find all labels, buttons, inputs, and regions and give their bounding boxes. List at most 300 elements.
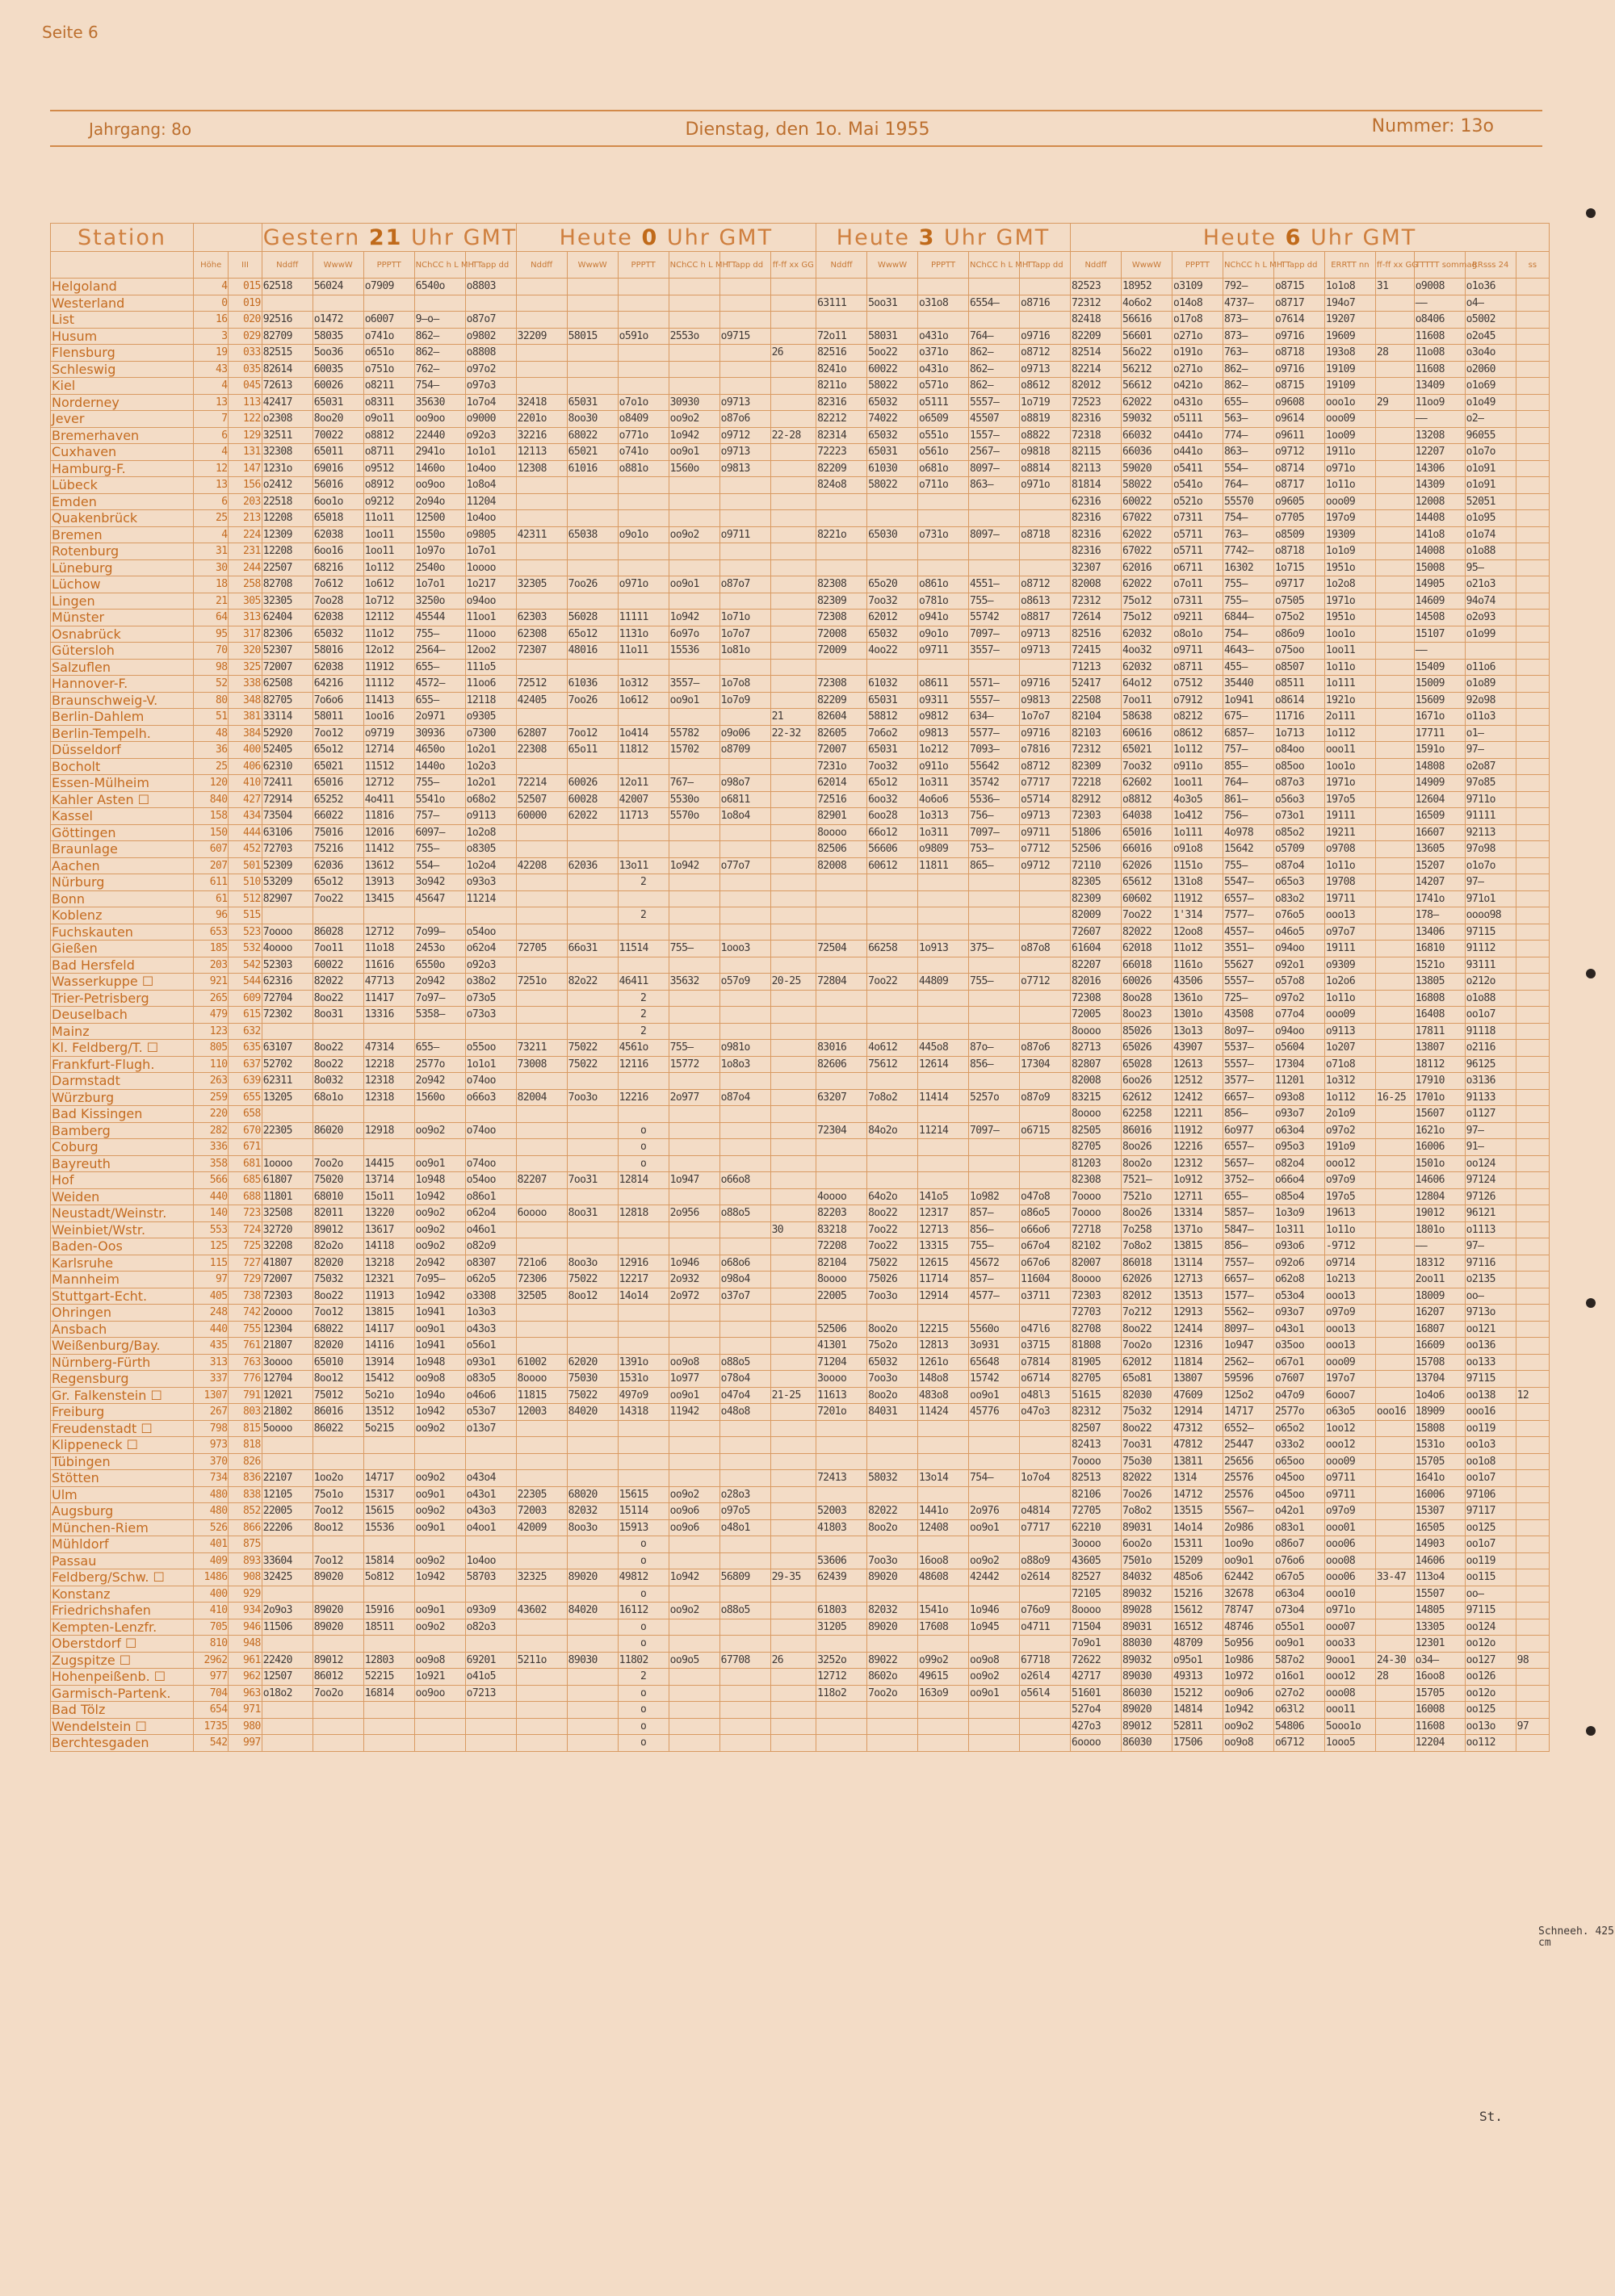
table-cell: 9—o— bbox=[414, 312, 465, 329]
station-name: Gr. Falkenstein ☐ bbox=[51, 1387, 194, 1404]
table-cell bbox=[1516, 758, 1549, 775]
table-cell: 3557— bbox=[669, 676, 719, 693]
table-cell bbox=[1516, 394, 1549, 411]
station-name: Freiburg bbox=[51, 1404, 194, 1421]
table-cell bbox=[719, 924, 770, 941]
table-cell: 1o111 bbox=[1324, 676, 1375, 693]
table-cell: 1o3o3 bbox=[465, 1305, 516, 1322]
table-cell: 3oooo bbox=[1071, 1536, 1122, 1553]
table-cell: oo9o6 bbox=[669, 1503, 719, 1520]
table-cell: 89020 bbox=[867, 1569, 918, 1586]
table-cell: 1o213 bbox=[1324, 1272, 1375, 1288]
table-cell: oo9o2 bbox=[414, 1619, 465, 1636]
table-cell: 26 bbox=[770, 1652, 816, 1669]
station-height: 282 bbox=[194, 1122, 229, 1139]
table-cell: 11616 bbox=[363, 957, 414, 974]
table-cell bbox=[770, 1486, 816, 1503]
table-cell bbox=[770, 1139, 816, 1156]
table-row bbox=[51, 941, 1550, 957]
table-cell: 22420 bbox=[262, 1652, 313, 1669]
table-cell bbox=[262, 1437, 313, 1454]
table-cell bbox=[1020, 1718, 1071, 1735]
table-cell: o8712 bbox=[1020, 345, 1071, 362]
table-cell bbox=[465, 295, 516, 312]
table-cell: 86030 bbox=[1121, 1685, 1172, 1702]
table-cell: 97— bbox=[1465, 742, 1516, 759]
station-height: 70 bbox=[194, 643, 229, 660]
table-cell: 62032 bbox=[1121, 659, 1172, 676]
table-cell: 41301 bbox=[816, 1338, 867, 1355]
table-cell: 1557— bbox=[969, 427, 1020, 444]
station-id: 203 bbox=[229, 493, 262, 510]
table-cell: 41803 bbox=[816, 1519, 867, 1536]
table-cell: 857— bbox=[969, 1205, 1020, 1222]
table-cell bbox=[1516, 1205, 1549, 1222]
table-cell: 12215 bbox=[918, 1321, 969, 1338]
table-cell: 3oooo bbox=[816, 1371, 867, 1388]
table-cell: 62508 bbox=[262, 676, 313, 693]
table-cell: 7oo31 bbox=[567, 1172, 618, 1189]
table-cell: 1o4o6 bbox=[1414, 1387, 1465, 1404]
table-cell: oo126 bbox=[1465, 1669, 1516, 1686]
subheader-cell: TTapp dd bbox=[1020, 252, 1071, 279]
table-cell bbox=[516, 1619, 567, 1636]
table-cell bbox=[567, 1702, 618, 1719]
table-cell: 1621o bbox=[1414, 1122, 1465, 1139]
table-cell bbox=[516, 361, 567, 378]
table-row bbox=[51, 1685, 1550, 1702]
table-cell: o1o89 bbox=[1465, 676, 1516, 693]
table-cell: o2308 bbox=[262, 411, 313, 428]
table-cell: 65010 bbox=[313, 1354, 363, 1371]
table-cell bbox=[1516, 1221, 1549, 1238]
table-cell: oo9o2 bbox=[414, 1470, 465, 1487]
table-cell bbox=[567, 1321, 618, 1338]
table-cell bbox=[262, 1106, 313, 1123]
table-cell bbox=[618, 1106, 669, 1123]
table-cell bbox=[669, 543, 719, 560]
table-cell: 14008 bbox=[1414, 543, 1465, 560]
table-cell: 68022 bbox=[567, 427, 618, 444]
table-cell bbox=[618, 1453, 669, 1470]
table-cell: 5557— bbox=[969, 692, 1020, 709]
table-cell bbox=[1516, 1155, 1549, 1172]
table-cell: 65030 bbox=[867, 526, 918, 543]
table-cell bbox=[719, 1155, 770, 1172]
table-cell bbox=[516, 1437, 567, 1454]
table-cell: 82011 bbox=[313, 1205, 363, 1222]
table-cell: 13315 bbox=[918, 1238, 969, 1255]
table-cell: ooo08 bbox=[1324, 1552, 1375, 1569]
table-cell: 22305 bbox=[262, 1122, 313, 1139]
table-cell: o8712 bbox=[1020, 576, 1071, 593]
table-cell bbox=[1375, 1007, 1414, 1024]
table-cell: o82o9 bbox=[465, 1238, 516, 1255]
station-height: 810 bbox=[194, 1636, 229, 1653]
table-cell: 88030 bbox=[1121, 1636, 1172, 1653]
table-cell bbox=[918, 924, 969, 941]
table-cell: o8718 bbox=[1020, 526, 1071, 543]
table-cell: 82316 bbox=[1071, 526, 1122, 543]
station-id: 962 bbox=[229, 1669, 262, 1686]
station-name: Bad Hersfeld bbox=[51, 957, 194, 974]
table-cell: oo9o2 bbox=[1223, 1718, 1273, 1735]
table-cell: o1o91 bbox=[1465, 477, 1516, 494]
table-cell: oo9o1 bbox=[1273, 1636, 1324, 1653]
table-cell: 13807 bbox=[1414, 1040, 1465, 1057]
station-height: 97 bbox=[194, 1272, 229, 1288]
table-cell: 1161o bbox=[1172, 957, 1223, 974]
table-cell bbox=[1020, 1305, 1071, 1322]
table-cell: 14118 bbox=[363, 1238, 414, 1255]
table-cell bbox=[969, 1718, 1020, 1735]
table-cell: 82032 bbox=[567, 1503, 618, 1520]
table-cell: 15412 bbox=[363, 1371, 414, 1388]
table-cell bbox=[719, 841, 770, 858]
table-cell bbox=[567, 990, 618, 1007]
table-cell: 2o942 bbox=[414, 1073, 465, 1090]
table-cell: o8409 bbox=[618, 411, 669, 428]
table-cell: o8812 bbox=[1121, 791, 1172, 808]
table-cell: 1577— bbox=[1223, 1288, 1273, 1305]
table-cell bbox=[465, 1453, 516, 1470]
table-cell bbox=[969, 493, 1020, 510]
table-cell: o53o7 bbox=[465, 1404, 516, 1421]
station-id: 244 bbox=[229, 559, 262, 576]
table-cell bbox=[669, 1453, 719, 1470]
table-cell: 89012 bbox=[1121, 1718, 1172, 1735]
table-cell bbox=[313, 1702, 363, 1719]
table-cell: o93o1 bbox=[465, 1354, 516, 1371]
table-cell: 60616 bbox=[1121, 725, 1172, 742]
station-height: 220 bbox=[194, 1106, 229, 1123]
station-name: Regensburg bbox=[51, 1371, 194, 1388]
table-cell: 3250o bbox=[414, 593, 465, 610]
table-cell: o9711 bbox=[1172, 643, 1223, 660]
table-cell: 197o9 bbox=[1324, 510, 1375, 527]
table-cell: 8oo2o bbox=[867, 1321, 918, 1338]
table-cell: 11412 bbox=[363, 841, 414, 858]
table-cell: 527o4 bbox=[1071, 1702, 1122, 1719]
table-cell bbox=[1375, 1420, 1414, 1437]
table-cell: 5o956 bbox=[1223, 1636, 1273, 1653]
table-cell: 75216 bbox=[313, 841, 363, 858]
table-cell: 4650o bbox=[414, 742, 465, 759]
table-cell bbox=[1020, 907, 1071, 924]
table-cell: 82614 bbox=[262, 361, 313, 378]
table-cell bbox=[867, 510, 918, 527]
table-cell bbox=[816, 279, 867, 295]
table-cell: 11942 bbox=[669, 1404, 719, 1421]
table-cell bbox=[465, 1586, 516, 1603]
table-cell: 35630 bbox=[414, 394, 465, 411]
table-row bbox=[51, 990, 1550, 1007]
table-row bbox=[51, 328, 1550, 345]
table-cell: 73504 bbox=[262, 808, 313, 825]
table-cell: 8097— bbox=[969, 526, 1020, 543]
table-cell bbox=[867, 874, 918, 891]
station-height: 140 bbox=[194, 1205, 229, 1222]
station-name: Cuxhaven bbox=[51, 444, 194, 461]
table-cell: o212o bbox=[1465, 974, 1516, 991]
table-cell: o62o5 bbox=[465, 1272, 516, 1288]
table-cell: 84020 bbox=[567, 1404, 618, 1421]
table-cell: o87o3 bbox=[1273, 775, 1324, 792]
table-cell: 62612 bbox=[1121, 1089, 1172, 1106]
table-cell: 82413 bbox=[1071, 1437, 1122, 1454]
table-cell: o1o36 bbox=[1465, 279, 1516, 295]
table-cell: o92o3 bbox=[465, 957, 516, 974]
table-cell bbox=[770, 1106, 816, 1123]
station-id: 129 bbox=[229, 427, 262, 444]
table-cell bbox=[516, 559, 567, 576]
table-cell: ooo06 bbox=[1324, 1536, 1375, 1553]
table-cell: 1oo11 bbox=[1172, 775, 1223, 792]
table-cell: oo9o1 bbox=[669, 692, 719, 709]
table-cell bbox=[816, 312, 867, 329]
table-cell: o8212 bbox=[1172, 709, 1223, 726]
table-row bbox=[51, 444, 1550, 461]
table-row bbox=[51, 1139, 1550, 1156]
table-cell: o1o91 bbox=[1465, 460, 1516, 477]
table-cell bbox=[669, 1073, 719, 1090]
table-cell bbox=[669, 990, 719, 1007]
station-name: Bocholt bbox=[51, 758, 194, 775]
table-cell: o521o bbox=[1172, 493, 1223, 510]
table-cell: 82102 bbox=[1071, 1238, 1122, 1255]
table-cell bbox=[1516, 1089, 1549, 1106]
table-cell: 16810 bbox=[1414, 941, 1465, 957]
station-height: 370 bbox=[194, 1453, 229, 1470]
table-cell: 1o942 bbox=[414, 1288, 465, 1305]
table-cell bbox=[669, 1106, 719, 1123]
table-cell: o741o bbox=[618, 444, 669, 461]
table-cell: 2 bbox=[618, 907, 669, 924]
table-cell bbox=[618, 361, 669, 378]
table-cell: 65o12 bbox=[313, 874, 363, 891]
table-cell bbox=[465, 1536, 516, 1553]
table-cell: 17811 bbox=[1414, 1023, 1465, 1040]
table-cell bbox=[618, 1338, 669, 1355]
table-cell: 8oo22 bbox=[1121, 1321, 1172, 1338]
table-cell bbox=[1375, 791, 1414, 808]
table-cell bbox=[770, 841, 816, 858]
table-cell bbox=[618, 924, 669, 941]
table-cell: 52506 bbox=[816, 1321, 867, 1338]
table-cell: 721o6 bbox=[516, 1255, 567, 1272]
table-cell bbox=[918, 874, 969, 891]
table-cell bbox=[969, 559, 1020, 576]
table-cell: o3308 bbox=[465, 1288, 516, 1305]
table-cell: o56o3 bbox=[1273, 791, 1324, 808]
table-cell: 12615 bbox=[918, 1255, 969, 1272]
table-cell: 60026 bbox=[567, 775, 618, 792]
table-cell: o8716 bbox=[1020, 295, 1071, 312]
table-cell: 1o8o4 bbox=[465, 477, 516, 494]
table-cell: 47314 bbox=[363, 1040, 414, 1057]
station-id: 019 bbox=[229, 295, 262, 312]
table-cell: 65016 bbox=[313, 775, 363, 792]
table-cell: 41807 bbox=[262, 1255, 313, 1272]
table-cell: ooo16 bbox=[1375, 1404, 1414, 1421]
table-cell bbox=[770, 1503, 816, 1520]
table-cell bbox=[1516, 1735, 1549, 1752]
table-cell bbox=[770, 791, 816, 808]
table-cell: 1o942 bbox=[669, 857, 719, 874]
table-cell: 7097— bbox=[969, 1122, 1020, 1139]
table-cell bbox=[719, 361, 770, 378]
table-cell: 15808 bbox=[1414, 1420, 1465, 1437]
station-name: Berlin-Dahlem bbox=[51, 709, 194, 726]
table-cell: 72303 bbox=[1071, 1288, 1122, 1305]
table-cell: 1o715 bbox=[1273, 559, 1324, 576]
station-height: 48 bbox=[194, 725, 229, 742]
table-cell: 1o986 bbox=[1223, 1652, 1273, 1669]
table-cell bbox=[1516, 692, 1549, 709]
table-cell bbox=[918, 1023, 969, 1040]
table-cell bbox=[567, 1586, 618, 1603]
table-cell: 56024 bbox=[313, 279, 363, 295]
table-row bbox=[51, 1321, 1550, 1338]
table-cell: o88o5 bbox=[719, 1205, 770, 1222]
table-cell: 11112 bbox=[363, 676, 414, 693]
table-cell bbox=[618, 957, 669, 974]
station-id: 615 bbox=[229, 1007, 262, 1024]
table-cell: 56o22 bbox=[1121, 345, 1172, 362]
table-cell: 89012 bbox=[313, 1221, 363, 1238]
station-id: 836 bbox=[229, 1470, 262, 1487]
table-cell: 62038 bbox=[313, 659, 363, 676]
table-cell: 5oooo bbox=[262, 1420, 313, 1437]
table-cell bbox=[1516, 1519, 1549, 1536]
table-cell: o941o bbox=[918, 610, 969, 626]
table-cell: o87o7 bbox=[719, 576, 770, 593]
table-cell: o74oo bbox=[465, 1122, 516, 1139]
table-cell bbox=[669, 907, 719, 924]
table-cell bbox=[1375, 692, 1414, 709]
table-cell bbox=[770, 1669, 816, 1686]
table-cell: 5657— bbox=[1223, 1155, 1273, 1172]
table-cell bbox=[1516, 990, 1549, 1007]
table-cell: 11812 bbox=[618, 742, 669, 759]
table-cell: 13512 bbox=[363, 1404, 414, 1421]
table-cell: 15009 bbox=[1414, 676, 1465, 693]
table-cell: 13815 bbox=[363, 1305, 414, 1322]
table-cell bbox=[567, 1338, 618, 1355]
table-cell: o1o88 bbox=[1465, 543, 1516, 560]
table-cell: 60612 bbox=[867, 857, 918, 874]
table-cell: 12317 bbox=[918, 1205, 969, 1222]
table-cell: 47713 bbox=[363, 974, 414, 991]
table-cell: 52702 bbox=[262, 1056, 313, 1073]
table-cell: o7816 bbox=[1020, 742, 1071, 759]
subheader-cell: NChCC h L MH bbox=[669, 252, 719, 279]
table-cell: 7oo2o bbox=[1121, 1338, 1172, 1355]
table-cell: o28o3 bbox=[719, 1486, 770, 1503]
station-id: 147 bbox=[229, 460, 262, 477]
table-cell bbox=[719, 1437, 770, 1454]
station-name: Koblenz bbox=[51, 907, 194, 924]
table-cell: 43605 bbox=[1071, 1552, 1122, 1569]
table-cell: 14712 bbox=[1172, 1486, 1223, 1503]
table-cell bbox=[414, 1453, 465, 1470]
table-cell bbox=[1020, 1735, 1071, 1752]
station-id: 510 bbox=[229, 874, 262, 891]
table-cell: 82008 bbox=[1071, 576, 1122, 593]
table-cell: o66o4 bbox=[1273, 1172, 1324, 1189]
table-cell: 69016 bbox=[313, 460, 363, 477]
table-cell: o37o7 bbox=[719, 1288, 770, 1305]
subheader-cell: III bbox=[229, 252, 262, 279]
table-cell bbox=[669, 957, 719, 974]
table-cell: o93o9 bbox=[465, 1603, 516, 1619]
table-cell: 91133 bbox=[1465, 1089, 1516, 1106]
table-cell: o bbox=[618, 1139, 669, 1156]
table-cell: 19207 bbox=[1324, 312, 1375, 329]
station-id: 020 bbox=[229, 312, 262, 329]
table-cell: o47o8 bbox=[1020, 1188, 1071, 1205]
station-id: 384 bbox=[229, 725, 262, 742]
table-cell bbox=[1375, 1122, 1414, 1139]
table-cell: 7oo32 bbox=[1121, 758, 1172, 775]
table-cell: o541o bbox=[1172, 477, 1223, 494]
table-cell: 11o12 bbox=[1172, 941, 1223, 957]
table-cell: o63o5 bbox=[1324, 1404, 1375, 1421]
table-cell: oo124 bbox=[1465, 1619, 1516, 1636]
station-name: Wendelstein ☐ bbox=[51, 1718, 194, 1735]
table-cell: 12016 bbox=[363, 824, 414, 841]
table-cell bbox=[1020, 1437, 1071, 1454]
table-cell bbox=[719, 874, 770, 891]
table-cell bbox=[669, 1007, 719, 1024]
table-cell: 62038 bbox=[313, 610, 363, 626]
table-cell: 72005 bbox=[1071, 1007, 1122, 1024]
table-cell bbox=[770, 874, 816, 891]
station-name: Feldberg/Schw. ☐ bbox=[51, 1569, 194, 1586]
table-cell bbox=[669, 1221, 719, 1238]
station-height: 248 bbox=[194, 1305, 229, 1322]
table-cell: o85oo bbox=[1273, 758, 1324, 775]
table-cell: 54806 bbox=[1273, 1718, 1324, 1735]
table-cell bbox=[516, 1536, 567, 1553]
table-cell: ooo07 bbox=[1324, 1619, 1375, 1636]
station-name: Husum bbox=[51, 328, 194, 345]
table-cell bbox=[1516, 1272, 1549, 1288]
station-id: 723 bbox=[229, 1205, 262, 1222]
table-cell: o4— bbox=[1465, 295, 1516, 312]
table-cell: 72007 bbox=[262, 659, 313, 676]
table-row bbox=[51, 659, 1550, 676]
table-cell: 163o9 bbox=[918, 1685, 969, 1702]
table-cell: 1ooo5 bbox=[1324, 1735, 1375, 1752]
table-cell bbox=[363, 295, 414, 312]
table-cell: 59020 bbox=[1121, 460, 1172, 477]
table-cell: 1oo09 bbox=[1324, 427, 1375, 444]
table-cell: 82212 bbox=[816, 411, 867, 428]
table-cell: 2o932 bbox=[669, 1272, 719, 1288]
table-cell bbox=[719, 758, 770, 775]
table-cell: 82209 bbox=[816, 460, 867, 477]
table-cell bbox=[1020, 493, 1071, 510]
table-cell: o8712 bbox=[1020, 758, 1071, 775]
table-cell bbox=[867, 559, 918, 576]
table-cell: 862— bbox=[969, 345, 1020, 362]
table-cell: 24-30 bbox=[1375, 1652, 1414, 1669]
table-cell: 141o5 bbox=[918, 1188, 969, 1205]
table-cell bbox=[567, 279, 618, 295]
table-cell: 82709 bbox=[262, 328, 313, 345]
table-cell bbox=[1020, 1023, 1071, 1040]
